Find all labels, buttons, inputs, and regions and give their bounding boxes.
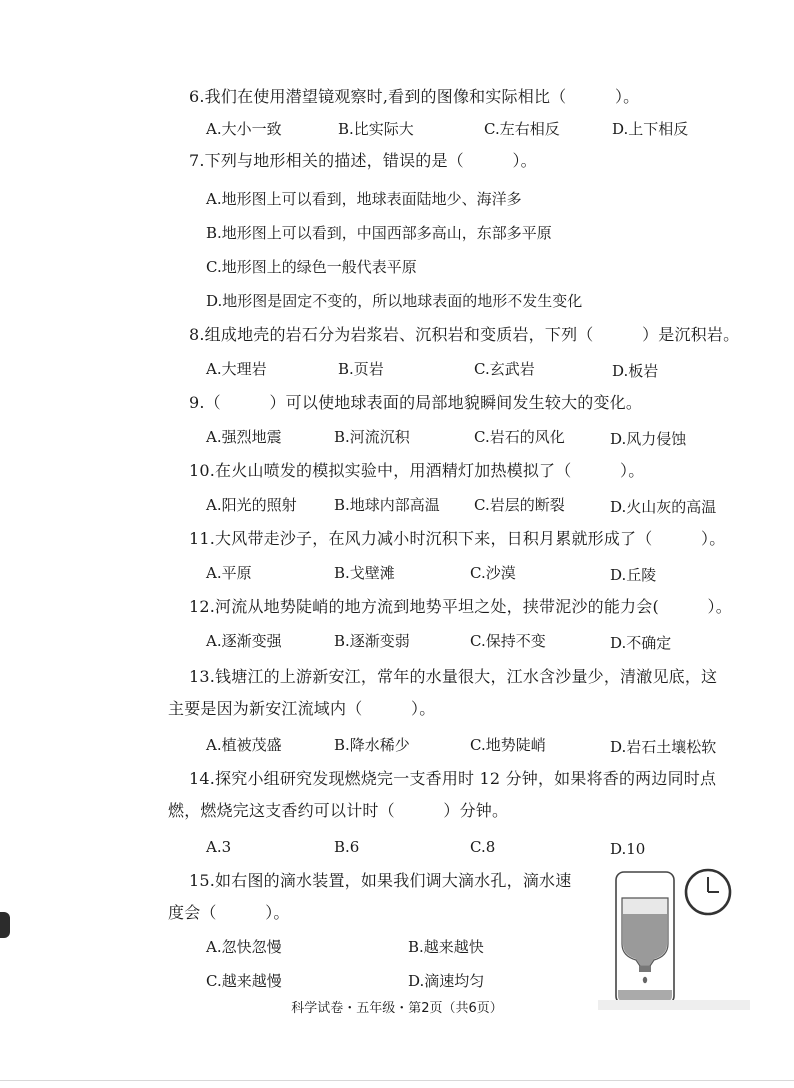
question-11-option-a[interactable]: A.平原 bbox=[206, 564, 252, 582]
question-15-option-b[interactable]: B.越来越快 bbox=[408, 938, 484, 956]
question-7-option-d[interactable]: D.地形图是固定不变的，所以地球表面的地形不发生变化 bbox=[206, 292, 583, 310]
question-14-option-b[interactable]: B.6 bbox=[334, 838, 360, 856]
question-8-option-a[interactable]: A.大理岩 bbox=[206, 360, 267, 378]
question-8-stem: 8.组成地壳的岩石分为岩浆岩、沉积岩和变质岩，下列（ ）是沉积岩。 bbox=[189, 325, 740, 344]
water-drop bbox=[643, 977, 647, 983]
question-7-option-c[interactable]: C.地形图上的绿色一般代表平原 bbox=[206, 258, 417, 276]
question-8-option-b[interactable]: B.页岩 bbox=[338, 360, 384, 378]
question-9-stem: 9.（ ）可以使地球表面的局部地貌瞬间发生较大的变化。 bbox=[189, 393, 643, 412]
question-12-stem: 12.河流从地势陡峭的地方流到地势平坦之处，挟带泥沙的能力会( ）。 bbox=[189, 597, 732, 616]
question-12-option-b[interactable]: B.逐渐变弱 bbox=[334, 632, 410, 650]
question-8-option-c[interactable]: C.玄武岩 bbox=[474, 360, 535, 378]
question-10-option-a[interactable]: A.阳光的照射 bbox=[206, 496, 297, 514]
question-11-option-b[interactable]: B.戈壁滩 bbox=[334, 564, 395, 582]
question-13-stem-line-2: 主要是因为新安江流域内（ ）。 bbox=[168, 699, 436, 718]
bottom-divider bbox=[0, 1080, 794, 1081]
question-13-option-a[interactable]: A.植被茂盛 bbox=[206, 736, 282, 754]
question-14-option-c[interactable]: C.8 bbox=[470, 838, 496, 856]
question-15-stem-line-2: 度会（ ）。 bbox=[168, 903, 290, 922]
question-11-option-c[interactable]: C.沙漠 bbox=[470, 564, 516, 582]
question-9-option-a[interactable]: A.强烈地震 bbox=[206, 428, 282, 446]
question-15-stem-line-1: 15.如右图的滴水装置，如果我们调大滴水孔，滴水速 bbox=[189, 871, 572, 890]
question-14-stem-line-2: 燃，燃烧完这支香约可以计时（ ）分钟。 bbox=[168, 801, 509, 820]
question-15-option-a[interactable]: A.忽快忽慢 bbox=[206, 938, 282, 956]
question-10-option-d[interactable]: D.火山灰的高温 bbox=[610, 498, 717, 516]
question-13-stem-line-1: 13.钱塘江的上游新安江，常年的水量很大，江水含沙量少，清澈见底，这 bbox=[189, 667, 718, 686]
question-12-option-a[interactable]: A.逐渐变强 bbox=[206, 632, 282, 650]
question-12-option-d[interactable]: D.不确定 bbox=[610, 634, 672, 652]
question-10-option-b[interactable]: B.地球内部高温 bbox=[334, 496, 440, 514]
scan-edge-mark bbox=[0, 912, 10, 938]
bottle-cap bbox=[639, 966, 651, 972]
question-14-option-d[interactable]: D.10 bbox=[610, 840, 646, 858]
question-7-option-a[interactable]: A.地形图上可以看到，地球表面陆地少、海洋多 bbox=[206, 190, 522, 208]
question-10-option-c[interactable]: C.岩层的断裂 bbox=[474, 496, 565, 514]
question-6-option-b[interactable]: B.比实际大 bbox=[338, 120, 414, 138]
drip-apparatus-illustration bbox=[598, 862, 750, 1010]
question-15-option-c[interactable]: C.越来越慢 bbox=[206, 972, 282, 990]
question-11-stem: 11.大风带走沙子，在风力减小时沉积下来，日积月累就形成了（ ）。 bbox=[189, 529, 726, 548]
question-14-option-a[interactable]: A.3 bbox=[206, 838, 232, 856]
question-6-option-a[interactable]: A.大小一致 bbox=[206, 120, 282, 138]
question-9-option-b[interactable]: B.河流沉积 bbox=[334, 428, 410, 446]
question-7-stem: 7.下列与地形相关的描述，错误的是（ ）。 bbox=[189, 151, 537, 170]
question-6-option-c[interactable]: C.左右相反 bbox=[484, 120, 560, 138]
question-15-option-d[interactable]: D.滴速均匀 bbox=[408, 972, 485, 990]
question-13-option-c[interactable]: C.地势陡峭 bbox=[470, 736, 546, 754]
page-footer: 科学试卷・五年级・第2页（共6页） bbox=[291, 1001, 503, 1016]
question-14-stem-line-1: 14.探究小组研究发现燃烧完一支香用时 12 分钟，如果将香的两边同时点 bbox=[189, 769, 717, 788]
question-13-option-b[interactable]: B.降水稀少 bbox=[334, 736, 410, 754]
question-10-stem: 10.在火山喷发的模拟实验中，用酒精灯加热模拟了（ ）。 bbox=[189, 461, 645, 480]
question-6-stem: 6.我们在使用潜望镜观察时,看到的图像和实际相比（ ）。 bbox=[189, 87, 640, 106]
question-13-option-d[interactable]: D.岩石土壤松软 bbox=[610, 738, 717, 756]
question-6-option-d[interactable]: D.上下相反 bbox=[612, 120, 689, 138]
question-8-option-d[interactable]: D.板岩 bbox=[612, 362, 659, 380]
question-11-option-d[interactable]: D.丘陵 bbox=[610, 566, 657, 584]
question-9-option-d[interactable]: D.风力侵蚀 bbox=[610, 430, 687, 448]
question-7-option-b[interactable]: B.地形图上可以看到，中国西部多高山，东部多平原 bbox=[206, 224, 552, 242]
question-12-option-c[interactable]: C.保持不变 bbox=[470, 632, 546, 650]
question-9-option-c[interactable]: C.岩石的风化 bbox=[474, 428, 565, 446]
